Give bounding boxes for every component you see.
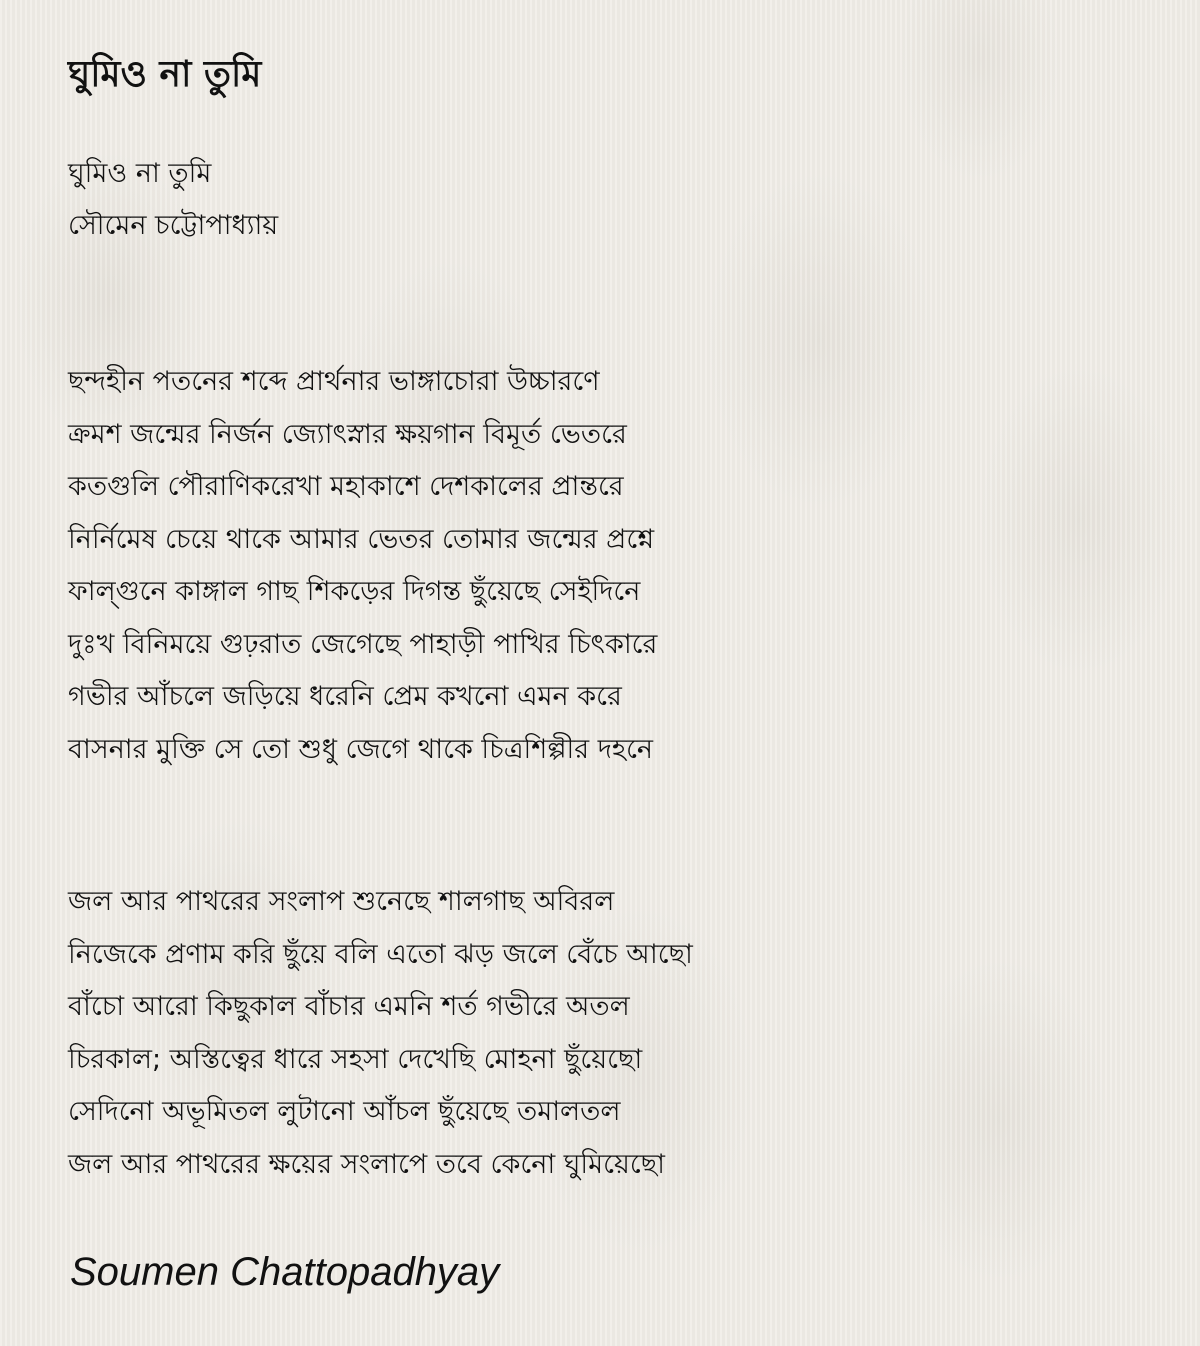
stanza-2 [68, 876, 693, 1191]
poem-line: গভীর আঁচলে জড়িয়ে ধরেনি প্রেম কখনো এমন করে [68, 681, 622, 712]
author-name-bengali: সৌমেন চট্টোপাধ্যায় [68, 210, 279, 241]
poem-header [68, 148, 278, 252]
poem-line: বাসনার মুক্তি সে তো শুধু জেগে থাকে চিত্রশিল্পীর দহনে [68, 733, 654, 765]
poem-line: নির্নিমেষ চেয়ে থাকে আমার ভেতর তোমার জন্মের প্রশ্নে [68, 523, 655, 555]
poem-line: সেদিনো অভূমিতল লুটানো আঁচল ছুঁয়েছে তমালতল [68, 1096, 621, 1127]
poem-line: ছন্দহীন পতনের শব্দে প্রার্থনার ভাঙ্গাচোরা উচ্চারণে [68, 366, 600, 397]
poem-name: ঘুমিও না তুমি [68, 158, 212, 189]
poem-line: জল আর পাথরের ক্ষয়ের সংলাপে তবে কেনো ঘুমিয়েছো [68, 1148, 665, 1180]
stanza-1 [68, 356, 657, 776]
poem-line: কতগুলি পৌরাণিকরেখা মহাকাশে দেশকালের প্রান্তরে [68, 471, 624, 502]
poem-line: ক্রমশ জন্মের নির্জন জ্যোৎস্নার ক্ষয়গান বিমূর্ত ভেতরে [68, 418, 627, 450]
poem-line: নিজেকে প্রণাম করি ছুঁয়ে বলি এতো ঝড় জলে বেঁচে আছো [68, 938, 693, 970]
poem-line: ফাল্গুনে কাঙ্গাল গাছ শিকড়ের দিগন্ত ছুঁয়েছে সেইদিনে [68, 576, 641, 607]
poem-title: ঘুমিও না তুমি [68, 54, 262, 95]
author-signature: Soumen Chattopadhyay [70, 1250, 500, 1294]
poem-line: জল আর পাথরের সংলাপ শুনেছে শালগাছ অবিরল [68, 886, 615, 917]
poem-line: দুঃখ বিনিময়ে গুঢ়রাত জেগেছে পাহাড়ী পাখির চিৎকারে [68, 628, 658, 660]
poem-line: চিরকাল; অস্তিত্বের ধারে সহসা দেখেছি মোহনা ছুঁয়েছো [68, 1043, 643, 1075]
poem-line: বাঁচো আরো কিছুকাল বাঁচার এমনি শর্ত গভীরে অতল [68, 991, 630, 1022]
